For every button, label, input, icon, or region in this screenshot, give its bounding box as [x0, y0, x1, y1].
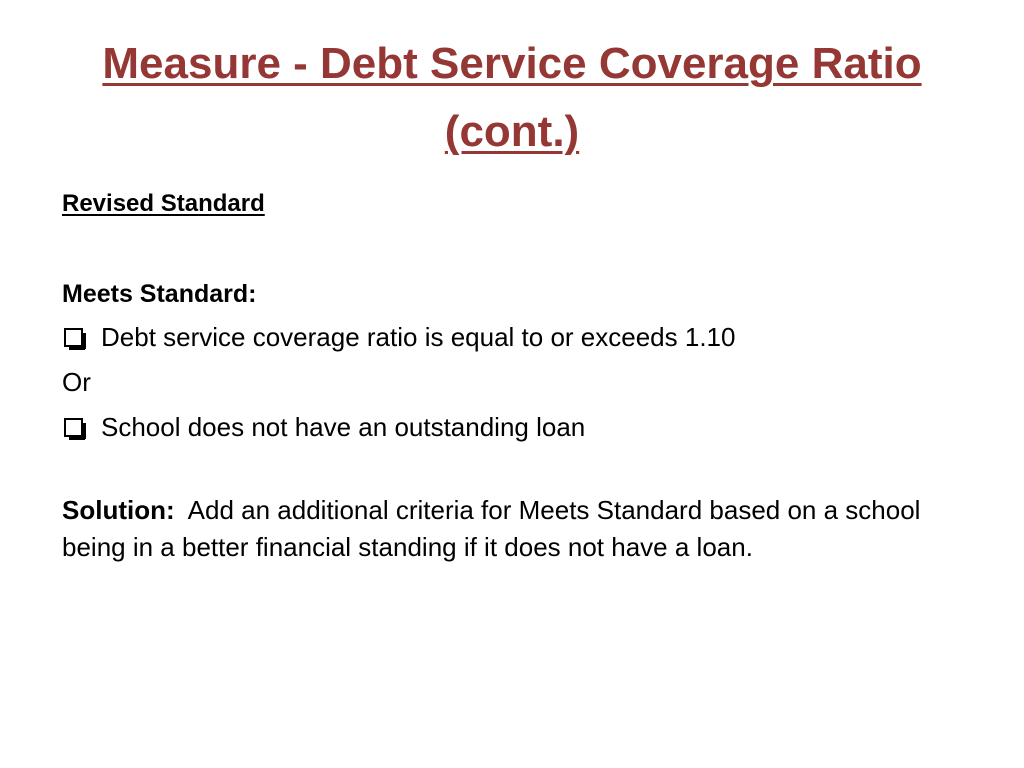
- revised-standard-heading: Revised Standard: [62, 190, 265, 217]
- solution-label: Solution:: [62, 495, 175, 525]
- checkbox-icon: [64, 418, 83, 437]
- meets-standard-heading: Meets Standard:: [62, 280, 257, 308]
- solution-paragraph: [62, 492, 942, 566]
- slide-title: Measure - Debt Service Coverage Ratio (cont.): [102, 39, 922, 156]
- slide-body: [62, 184, 962, 566]
- or-connector: Or: [62, 367, 91, 397]
- solution-text: Add an additional criteria for Meets Standard based on a school being in a better financial standing if it does not have a loan.: [62, 495, 921, 562]
- bullet-text: School does not have an outstanding loan: [101, 412, 586, 442]
- checkbox-icon: [64, 328, 83, 347]
- bullet-text: Debt service coverage ratio is equal to or exceeds 1.10: [101, 322, 736, 352]
- bullet-item: [62, 404, 962, 450]
- bullet-item: [62, 314, 962, 360]
